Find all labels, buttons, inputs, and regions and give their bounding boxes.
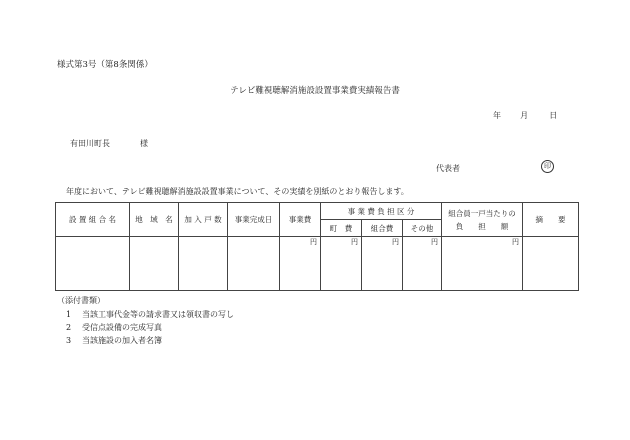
header-households: 加 入 戸 数	[179, 203, 228, 237]
header-other: その他	[403, 220, 442, 237]
representative-label: 代表者	[436, 164, 460, 173]
attachment-number: 3	[66, 336, 72, 345]
header-union: 組合費	[362, 220, 403, 237]
cell-facility-group	[56, 237, 130, 291]
date-year-label: 年	[493, 111, 501, 120]
date-line	[493, 110, 557, 121]
cell-project-cost	[280, 237, 321, 291]
header-remarks: 摘 要	[523, 203, 579, 237]
cell-town	[321, 237, 362, 291]
report-table	[55, 202, 579, 291]
addressee	[70, 138, 148, 149]
header-completion-date: 事業完成日	[228, 203, 280, 237]
attachment-item	[66, 309, 234, 320]
attachment-number: 2	[66, 323, 72, 332]
cell-completion-date	[228, 237, 280, 291]
cell-other	[403, 237, 442, 291]
unit-yen: 円	[351, 238, 358, 246]
date-month-label: 月	[520, 111, 529, 120]
attachment-item	[66, 322, 162, 333]
header-per-member	[442, 203, 523, 237]
cell-remarks	[523, 237, 579, 291]
addressee-name: 有田川町長	[70, 139, 110, 148]
cell-households	[179, 237, 228, 291]
form-number: 様式第3号（第8条関係）	[57, 60, 153, 70]
header-facility-group: 設 置 組 合 名	[56, 203, 130, 237]
header-town: 町 費	[321, 220, 362, 237]
unit-yen: 円	[431, 238, 438, 246]
addressee-honorific: 様	[140, 139, 148, 148]
cell-per-member	[442, 237, 523, 291]
header-per-member-line2: 負 担 額	[455, 221, 509, 231]
cell-area	[130, 237, 179, 291]
header-project-cost: 事業費	[280, 203, 321, 237]
seal-mark: 印	[541, 160, 554, 173]
unit-yen: 円	[512, 238, 519, 246]
attachment-text: 受信点設備の完成写真	[82, 323, 162, 332]
attachment-text: 当該工事代金等の請求書又は領収書の写し	[82, 310, 234, 319]
attachment-number: 1	[66, 310, 72, 319]
cell-union	[362, 237, 403, 291]
header-per-member-line1: 組合員一戸当たりの	[448, 208, 516, 218]
attachment-text: 当該施設の加入者名簿	[82, 336, 162, 345]
unit-yen: 円	[310, 238, 317, 246]
intro-text: 年度において、テレビ難視聴解消施設設置事業について、その実績を別紙のとおり報告します。	[66, 187, 409, 196]
attachment-item	[66, 335, 162, 346]
date-day-label: 日	[549, 111, 558, 120]
unit-yen: 円	[392, 238, 399, 246]
header-burden-group: 事 業 費 負 担 区 分	[321, 203, 442, 220]
attachments-heading: （添付書類）	[57, 296, 105, 305]
header-area: 地 域 名	[130, 203, 179, 237]
document-title: テレビ難視聴解消施設設置事業費実績報告書	[230, 86, 400, 96]
